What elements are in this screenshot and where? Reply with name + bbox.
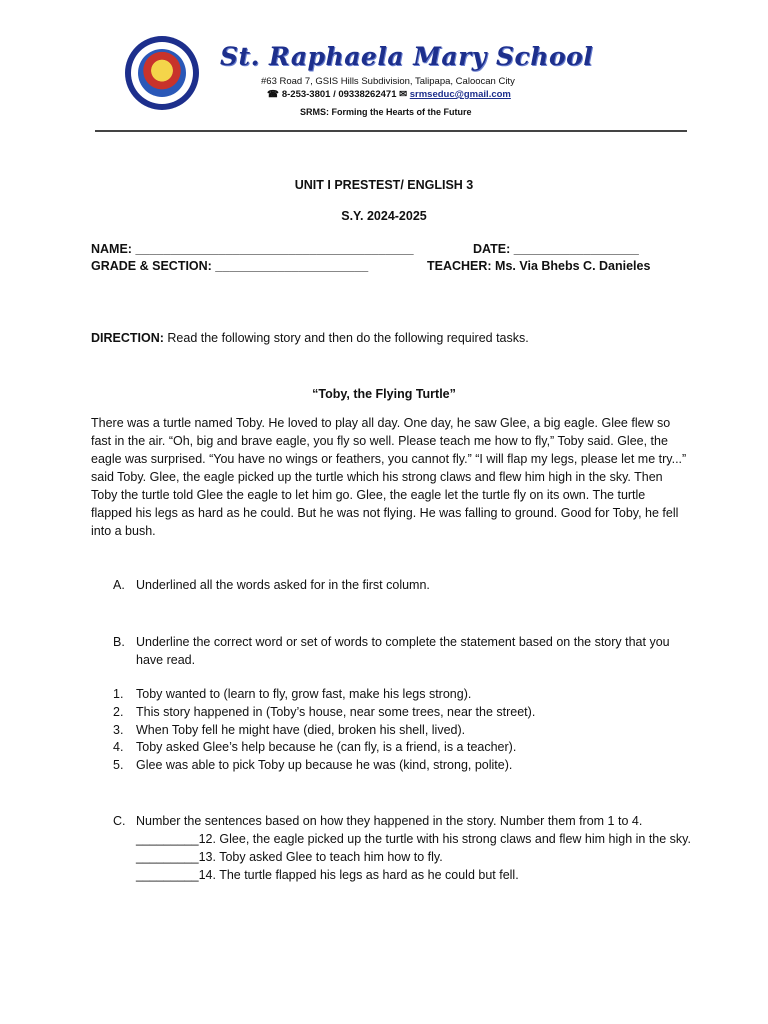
phone-icon: ☎	[267, 89, 279, 100]
section-a-letter: A.	[113, 578, 125, 592]
name-date-row	[91, 242, 691, 256]
question-item[interactable]	[113, 722, 693, 740]
question-text: This story happened in (Toby’s house, near some trees, near the street).	[136, 704, 536, 719]
section-b-text: Underline the correct word or set of words to complete the statement based on the story that you have read.	[136, 635, 670, 667]
question-number: 3.	[113, 722, 124, 737]
section-a	[113, 576, 693, 594]
question-text: When Toby fell he might have (died, broken his shell, lived).	[136, 722, 466, 737]
school-contact	[267, 89, 511, 100]
school-name: St. Raphaela Mary School	[220, 42, 594, 71]
teacher-label: TEACHER: Ms. Via Bhebs C. Danieles	[427, 259, 651, 273]
section-c-text: Number the sentences based on how they happened in the story. Number them from 1 to 4.	[136, 814, 643, 828]
direction	[91, 331, 691, 345]
section-b	[113, 633, 693, 669]
question-text: Toby wanted to (learn to fly, grow fast, make his legs strong).	[136, 687, 472, 701]
question-number: 4.	[113, 740, 124, 755]
school-logo	[125, 36, 199, 110]
question-number: 5.	[113, 758, 124, 773]
grade-section-field[interactable]: GRADE & SECTION: ______________________	[91, 259, 369, 273]
name-field[interactable]: NAME: ________________________________________	[91, 242, 414, 256]
school-email[interactable]: srmseduc@gmail.com	[409, 89, 511, 100]
question-text: Toby asked Glee’s help because he (can fly, is a friend, is a teacher).	[136, 740, 517, 755]
date-field[interactable]: DATE: __________________	[473, 242, 639, 256]
school-address: #63 Road 7, GSIS Hills Subdivision, Talipapa, Caloocan City	[261, 76, 515, 87]
question-text: Glee was able to pick Toby up because he was (kind, strong, polite).	[136, 758, 513, 773]
ordering-item[interactable]: _________14. The turtle flapped his legs as hard as he could but fell.	[136, 868, 519, 882]
grade-teacher-row	[91, 259, 691, 273]
header-divider	[95, 130, 687, 132]
logo-emblem	[138, 49, 186, 97]
story-text: There was a turtle named Toby. He loved to play all day. One day, he saw Glee, a big eagle. Glee flew so fast in the air. “Oh, big and brave eagle, you fly so well. Please teach me how to fly,” Toby said. Glee, the eagle was surprised. “You have no wings or feathers, you cannot fly.” “I will flap my legs, please let me try...” said Toby. Glee, the eagle picked up the turtle which his strong claws and flew him high in the sky. Then Toby the turtle told Glee the eagle to let him go. Glee, the eagle let the turtle fly on its own. The turtle flapped his legs as hard as he could. But he was not flying. He was falling to ground. Good for Toby, he fell into a bush.	[91, 416, 687, 538]
school-motto: SRMS: Forming the Hearts of the Future	[300, 107, 472, 117]
section-a-text: Underlined all the words asked for in the first column.	[136, 578, 430, 592]
exam-title: UNIT I PRESTEST/ ENGLISH 3	[294, 178, 474, 192]
question-item[interactable]	[113, 739, 693, 757]
section-c-letter: C.	[113, 814, 126, 828]
section-b-letter: B.	[113, 635, 125, 649]
ordering-item[interactable]: _________13. Toby asked Glee to teach him how to fly.	[136, 850, 443, 864]
question-number: 2.	[113, 704, 124, 719]
question-item[interactable]	[113, 686, 693, 704]
question-item[interactable]	[113, 704, 693, 722]
section-c	[113, 812, 693, 884]
direction-text: Read the following story and then do the following required tasks.	[163, 331, 529, 345]
logo-ring	[131, 42, 193, 104]
section-b-questions	[113, 686, 693, 775]
question-item[interactable]	[113, 757, 693, 775]
question-number: 1.	[113, 687, 124, 701]
school-phone: 8-253-3801 / 09338262471	[281, 89, 397, 100]
ordering-item[interactable]: _________12. Glee, the eagle picked up the turtle with his strong claws and flew him high in the sky.	[136, 832, 691, 846]
story-title: “Toby, the Flying Turtle”	[312, 387, 456, 401]
school-header	[95, 28, 685, 128]
direction-label: DIRECTION:	[91, 331, 164, 345]
mail-icon: ✉	[399, 89, 408, 100]
school-year: S.Y. 2024-2025	[341, 209, 427, 223]
